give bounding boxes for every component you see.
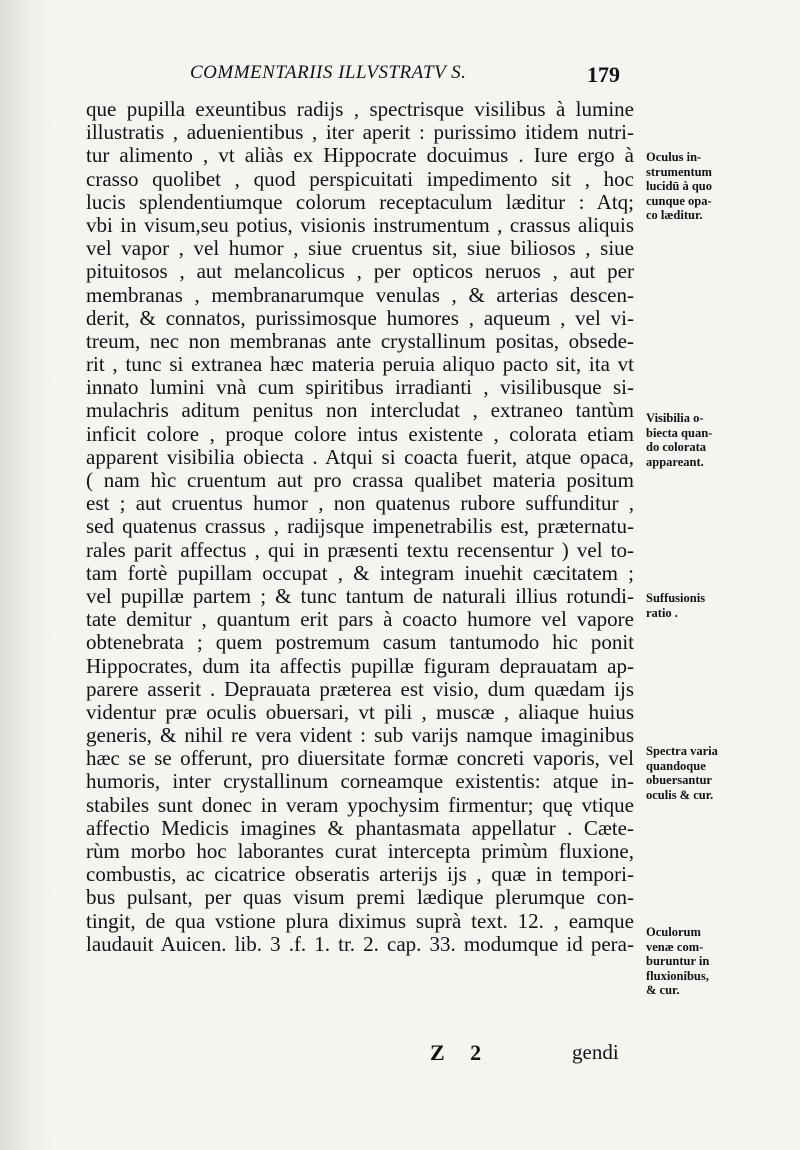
text-line: inficit colore , proque colore intus existente , colorata etiam <box>86 421 634 446</box>
text-line: apparent visibilia obiecta . Atqui si coacta fuerit, atque opaca, <box>86 444 634 469</box>
text-line: crasso quolibet , quod perspicuitati impedimento sit , hoc <box>86 166 634 191</box>
text-line: mulachris aditum penitus non intercludat , extraneo tantùm <box>86 398 634 423</box>
margin-note-line: co læditur. <box>646 208 703 222</box>
text-line: treum, nec non membranas ante crystallinum positas, obsede- <box>86 328 634 353</box>
text-line: hæc se se offerunt, pro diuersitate formæ concreti vaporis, vel <box>86 746 634 771</box>
text-line: tingit, de qua vstione plura diximus suprà text. 12. , eamque <box>86 908 634 933</box>
text-line: sed quatenus crassus , radijsque impenetrabilis est, præternatu- <box>86 514 634 539</box>
margin-note-line: venæ com- <box>646 939 704 954</box>
margin-note-line: strumentum <box>646 164 712 179</box>
text-line: vel vapor , vel humor , siue cruentus sit, siue biliosos , siue <box>86 236 634 261</box>
main-text-block <box>86 98 634 956</box>
margin-note-line: fluxionibus, <box>646 968 709 983</box>
text-line: illustratis , aduenientibus , iter aperit : purissimo itidem nutri- <box>86 120 634 145</box>
text-line: ( nam hìc cruentum aut pro crassa qualibet materia positum <box>86 468 634 492</box>
margin-note-line: biecta quan- <box>646 425 713 440</box>
text-line: rales parit affectus , qui in præsenti textu recensentur ) vel to- <box>86 537 634 562</box>
text-line: lucis splendentiumque colorum receptaculum læditur : Atq; <box>86 189 634 214</box>
text-line: derit, & connatos, purissimosque humores , aqueum , vel vi- <box>86 305 634 330</box>
text-line: videntur præ oculis obuersari, vt pili , muscæ , aliaque huius <box>86 699 634 724</box>
text-line: tam fortè pupillam occupat , & integram inuehit cæcitatem ; <box>86 560 634 585</box>
text-line: generis, & nihil re vera vident : sub varijs namque imaginibus <box>86 723 634 748</box>
page-number: 179 <box>587 62 620 87</box>
margin-note-line: do colorata <box>646 440 707 454</box>
running-head: COMMENTARIIS ILLVSTRATV S. <box>190 62 467 83</box>
catchword: gendi <box>572 1040 619 1064</box>
text-line: vbi in visum,seu potius, visionis instrumentum , crassus aliquis <box>86 212 634 237</box>
margin-note-line: Spectra varia <box>646 744 718 758</box>
text-line: combustis, ac cicatrice obseratis arterijs ijs , quæ in tempori- <box>86 862 634 887</box>
margin-note-line: Suffusionis <box>646 591 706 605</box>
margin-note-line: cunque opa- <box>646 193 712 208</box>
text-line: est ; aut cruentus humor , non quatenus rubore suffunditur , <box>86 491 634 516</box>
margin-note <box>646 744 791 802</box>
margin-note-line: Oculorum <box>646 925 701 939</box>
margin-note-line: oculis & cur. <box>646 787 714 802</box>
margin-note-line: Oculus in- <box>646 150 702 164</box>
margin-note-line: Visibilia o- <box>646 411 704 425</box>
text-line: Hippocrates, dum ita affectis pupillæ figuram deprauatam ap- <box>86 653 634 678</box>
margin-note-line: lucidū à quo <box>646 179 713 193</box>
margin-note-line: quandoque <box>646 758 706 773</box>
text-line: que pupilla exeuntibus radijs , spectrisque visilibus à lumine <box>86 97 634 121</box>
text-line: innato lumini vnà cum spiritibus irradianti , visilibusque si- <box>86 375 634 400</box>
margin-note-line: appareant. <box>646 454 704 469</box>
margin-note-line: ratio . <box>646 605 678 620</box>
text-line: vel pupillæ partem ; & tunc tantum de naturali illius rotundi- <box>86 583 634 608</box>
text-line: parere asserit . Deprauata præterea est visio, dum quædam ijs <box>86 676 634 701</box>
margin-note <box>646 150 791 223</box>
text-line: stabiles sunt donec in veram ypochysim firmentur; quę vtique <box>86 792 634 817</box>
text-line: bus pulsant, per quas visum premi lædique plerumque con- <box>86 885 634 910</box>
margin-note <box>646 591 791 620</box>
text-line: membranas , membranarumque venulas , & arterias descen- <box>86 282 634 307</box>
text-line: obtenebrata ; quem postremum casum tantumodo hic ponit <box>86 630 634 655</box>
margin-note <box>646 925 791 998</box>
text-line: pituitosos , aut melancolicus , per opticos neruos , aut per <box>86 259 634 284</box>
signature-mark: Z 2 <box>430 1040 492 1065</box>
text-line: tate demitur , quantum erit pars à coacto humore vel vapore <box>86 607 634 632</box>
margin-note-line: obuersantur <box>646 773 712 787</box>
text-line: rit , tunc si extranea hæc materia peruia aliquo pacto sit, ita vt <box>86 352 634 377</box>
margin-note <box>646 411 791 469</box>
margin-note-line: buruntur in <box>646 954 710 968</box>
text-line: rùm morbo hoc laborantes curat intercepta primùm fluxione, <box>86 839 634 863</box>
page-header <box>190 62 620 88</box>
margin-note-line: & cur. <box>646 983 680 997</box>
text-line: affectio Medicis imagines & phantasmata appellatur . Cæte- <box>86 815 634 840</box>
text-line: humoris, inter crystallinum corneamque existentis: atque in- <box>86 769 634 794</box>
text-line: tur alimento , vt aliàs ex Hippocrate docuimus . Iure ergo à <box>86 143 634 168</box>
text-line: laudauit Auicen. lib. 3 .f. 1. tr. 2. cap. 33. modumque id pera- <box>86 931 634 956</box>
